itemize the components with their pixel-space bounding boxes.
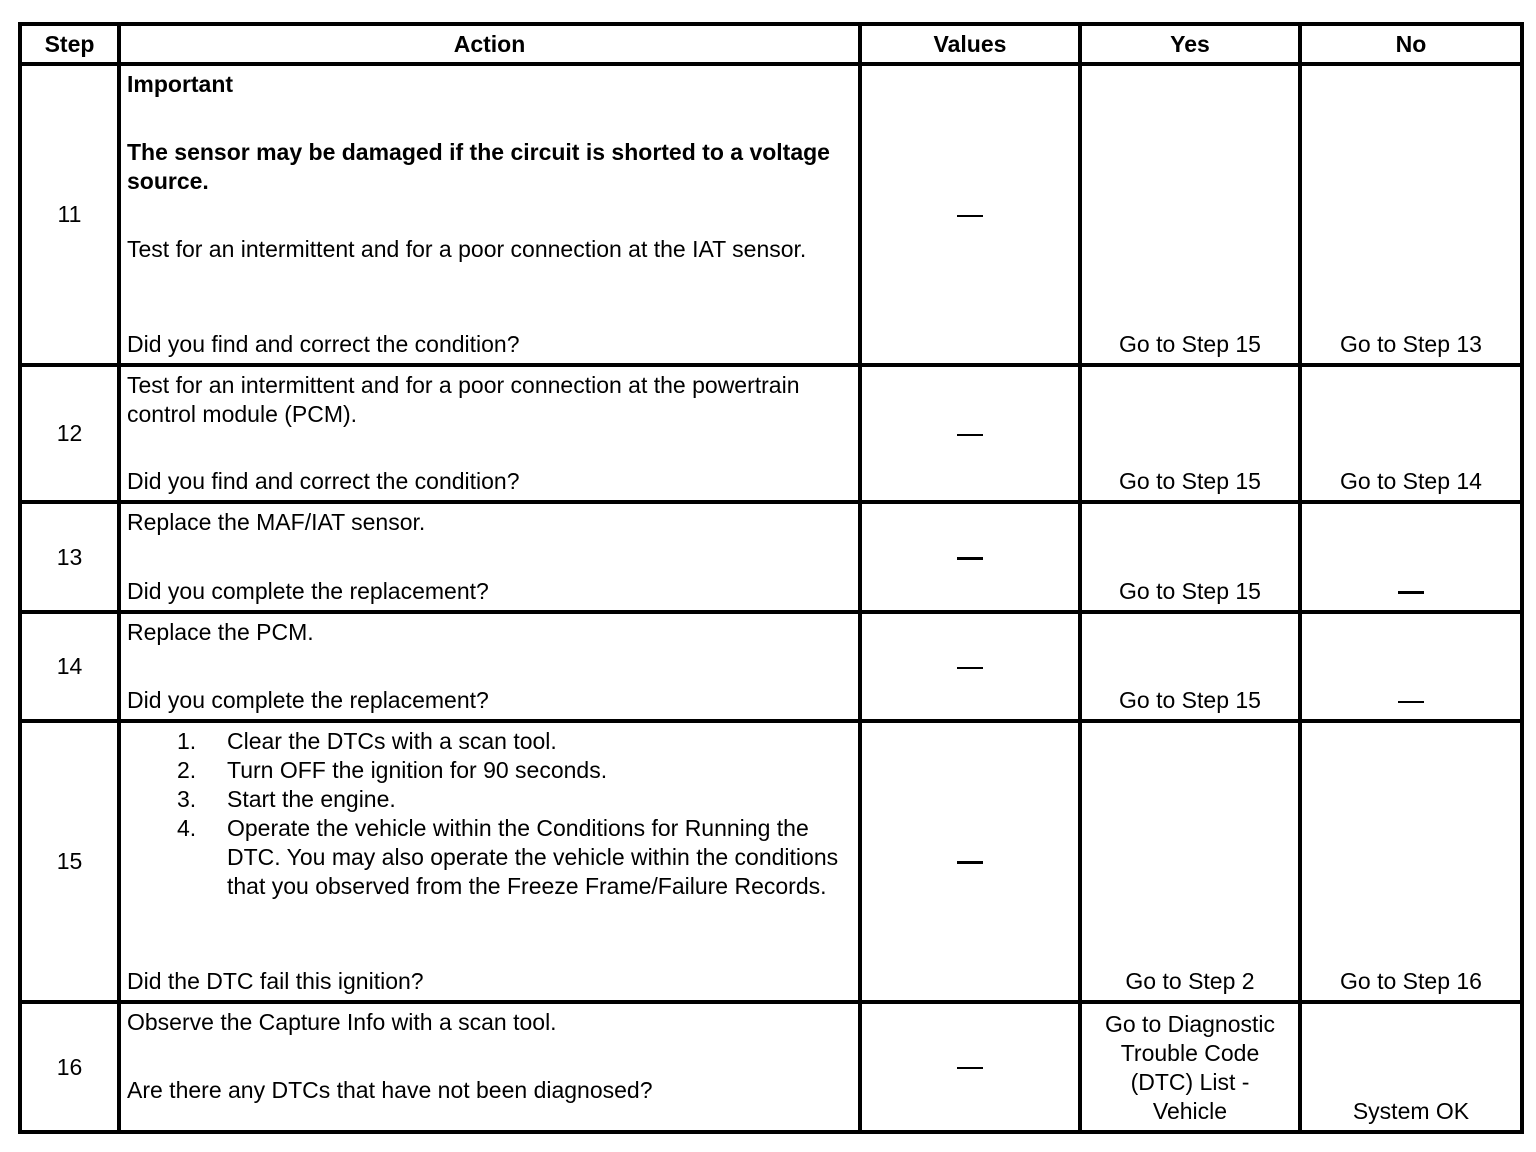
action-cell bbox=[119, 64, 860, 365]
em-dash bbox=[1398, 701, 1424, 703]
em-dash bbox=[957, 1067, 983, 1069]
action-cell bbox=[119, 365, 860, 502]
no-cell: Go to Step 13 bbox=[1300, 64, 1522, 365]
em-dash bbox=[957, 215, 983, 217]
header-step: Step bbox=[20, 24, 119, 64]
header-no: No bbox=[1300, 24, 1522, 64]
yes-cell: Go to Step 15 bbox=[1080, 612, 1300, 721]
header-values: Values bbox=[860, 24, 1080, 64]
yes-cell: Go to Step 15 bbox=[1080, 365, 1300, 502]
table-row bbox=[20, 612, 1522, 721]
no-cell: System OK bbox=[1300, 1002, 1522, 1132]
action-instruction: Observe the Capture Info with a scan tool. bbox=[127, 1009, 557, 1035]
table-row bbox=[20, 365, 1522, 502]
em-dash bbox=[957, 861, 983, 864]
step-number: 15 bbox=[20, 721, 119, 1002]
em-dash bbox=[1398, 591, 1424, 594]
table-row bbox=[20, 502, 1522, 612]
action-question: Are there any DTCs that have not been diagnosed? bbox=[127, 1077, 653, 1103]
step-number: 14 bbox=[20, 612, 119, 721]
important-label: Important bbox=[127, 71, 234, 97]
no-cell: Go to Step 16 bbox=[1300, 721, 1522, 1002]
step-number: 16 bbox=[20, 1002, 119, 1132]
no-cell: Go to Step 14 bbox=[1300, 365, 1522, 502]
list-item: 3. Start the engine. bbox=[177, 786, 396, 812]
no-cell bbox=[1300, 502, 1522, 612]
em-dash bbox=[957, 557, 983, 560]
header-action: Action bbox=[119, 24, 860, 64]
action-cell bbox=[119, 612, 860, 721]
values-cell bbox=[860, 721, 1080, 1002]
list-item: 4. Operate the vehicle within the Conditions for Running the DTC. You may also operate the vehicle within the conditions that you observed from the Freeze Frame/Failure Records. bbox=[177, 815, 839, 899]
values-cell bbox=[860, 64, 1080, 365]
values-cell bbox=[860, 612, 1080, 721]
values-cell bbox=[860, 365, 1080, 502]
diagnostic-table bbox=[18, 22, 1524, 1134]
action-question: Did you complete the replacement? bbox=[127, 687, 489, 713]
action-instruction: Test for an intermittent and for a poor connection at the IAT sensor. bbox=[127, 236, 807, 262]
table-row bbox=[20, 721, 1522, 1002]
yes-cell: Go to Step 15 bbox=[1080, 64, 1300, 365]
em-dash bbox=[957, 667, 983, 669]
step-number: 12 bbox=[20, 365, 119, 502]
action-cell bbox=[119, 1002, 860, 1132]
action-cell bbox=[119, 721, 860, 1002]
no-cell bbox=[1300, 612, 1522, 721]
step-number: 13 bbox=[20, 502, 119, 612]
action-cell bbox=[119, 502, 860, 612]
action-instruction: Test for an intermittent and for a poor connection at the powertrain control module (PCM). bbox=[127, 372, 800, 427]
action-question: Did you find and correct the condition? bbox=[127, 331, 520, 357]
table-row bbox=[20, 1002, 1522, 1132]
header-yes: Yes bbox=[1080, 24, 1300, 64]
em-dash bbox=[957, 434, 983, 436]
action-question: Did you complete the replacement? bbox=[127, 578, 489, 604]
table-row bbox=[20, 64, 1522, 365]
values-cell bbox=[860, 1002, 1080, 1132]
header-row bbox=[20, 24, 1522, 64]
list-item: 2. Turn OFF the ignition for 90 seconds. bbox=[177, 757, 608, 783]
list-item: 1. Clear the DTCs with a scan tool. bbox=[177, 728, 557, 754]
action-question: Did you find and correct the condition? bbox=[127, 468, 520, 494]
yes-cell: Go to Diagnostic Trouble Code (DTC) List - Vehicle bbox=[1080, 1002, 1300, 1132]
action-instruction: Replace the PCM. bbox=[127, 619, 314, 645]
yes-cell: Go to Step 2 bbox=[1080, 721, 1300, 1002]
yes-cell: Go to Step 15 bbox=[1080, 502, 1300, 612]
step-number: 11 bbox=[20, 64, 119, 365]
action-question: Did the DTC fail this ignition? bbox=[127, 968, 424, 994]
warning-text: The sensor may be damaged if the circuit is shorted to a voltage source. bbox=[127, 139, 830, 194]
action-instruction: Replace the MAF/IAT sensor. bbox=[127, 509, 426, 535]
values-cell bbox=[860, 502, 1080, 612]
procedure-list bbox=[127, 727, 852, 901]
